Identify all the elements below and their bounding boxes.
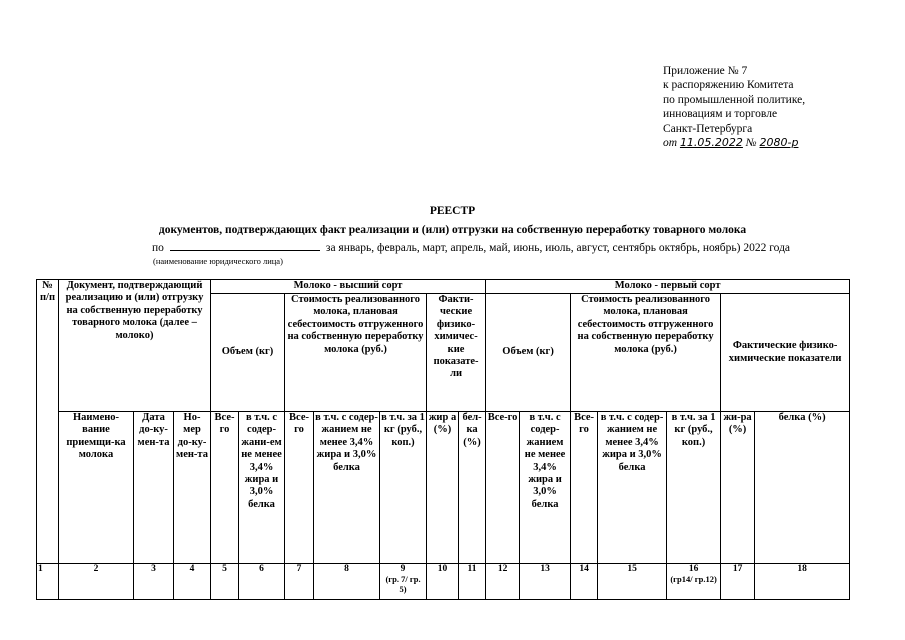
column-number: 7 xyxy=(285,564,314,600)
annex-block xyxy=(663,64,863,150)
header-document: Документ, подтверждающий реализацию и (или) отгрузку на собственную переработку товарного молока (далее – молоко) xyxy=(59,280,211,412)
subheader-fat-first: жи-ра (%) xyxy=(721,412,755,564)
header-cost-top: Стоимость реализованного молока, плановая себестоимость отгруженного на собственную переработку молока (руб.) xyxy=(285,294,427,412)
subheader-per-kg: в т.ч. за 1 кг (руб., коп.) xyxy=(380,412,427,564)
subheader-total: Все-го xyxy=(285,412,314,564)
column-number: 2 xyxy=(59,564,134,600)
header-volume-first: Объем (кг) xyxy=(486,294,571,412)
header-cost-first: Стоимость реализованного молока, плановая себестоимость отгруженного на собственную переработку молока (руб.) xyxy=(571,294,721,412)
annex-line: Санкт-Петербурга xyxy=(663,122,753,135)
period-prefix: по xyxy=(152,242,164,254)
header-first-grade: Молоко - первый сорт xyxy=(486,280,850,294)
subheader-receiver-name: Наимено-вание приемщи-ка молока xyxy=(59,412,134,564)
column-note-9: (гр. 7/ гр. 5) xyxy=(385,574,421,594)
subheader-protein-first: белка (%) xyxy=(755,412,850,564)
column-note-16: (гр14/ гр.12) xyxy=(670,574,717,584)
header-physchem-first: Фактические физико-химические показатели xyxy=(721,294,850,412)
annex-line: по промышленной политике, xyxy=(663,93,806,106)
register-title: РЕЕСТР xyxy=(429,205,476,217)
subheader-protein-top: бел-ка (%) xyxy=(459,412,486,564)
subheader-total: Все-го xyxy=(486,412,520,564)
column-number: 9 xyxy=(400,564,406,574)
date-prefix: от xyxy=(663,137,678,150)
subheader-incl-first-volume: в т.ч. с содер-жанием не менее 3,4% жира и 3,0% белка xyxy=(520,412,571,564)
column-number: 12 xyxy=(486,564,520,600)
legal-entity-note: (наименование юридического лица) xyxy=(153,256,283,266)
date-value: 11.05.2022 xyxy=(679,136,743,150)
column-number: 15 xyxy=(598,564,667,600)
column-number: 18 xyxy=(755,564,850,600)
subheader-incl-top-cost: в т.ч. с содер-жанием не менее 3,4% жира и 3,0% белка xyxy=(314,412,380,564)
header-top-grade: Молоко - высший сорт xyxy=(211,280,486,294)
subheader-incl-top-volume: в т.ч. с содер-жани-ем не менее 3,4% жира и 3,0% белка xyxy=(239,412,285,564)
column-number-16 xyxy=(667,564,721,600)
annex-line: к распоряжению Комитета xyxy=(663,79,794,92)
column-number: 8 xyxy=(314,564,380,600)
column-number: 13 xyxy=(520,564,571,600)
column-number: 10 xyxy=(427,564,459,600)
annex-line: Приложение № 7 xyxy=(663,65,748,77)
subheader-doc-number: Но-мер до-ку-мен-та xyxy=(174,412,211,564)
column-number: 4 xyxy=(174,564,211,600)
number-prefix: № xyxy=(745,137,757,150)
period-line xyxy=(152,240,790,254)
column-number: 6 xyxy=(239,564,285,600)
header-physchem-top: Факти-ческие физико-химичес-кие показате-ли xyxy=(427,294,486,412)
subheader-fat-top: жир а (%) xyxy=(427,412,459,564)
column-number: 11 xyxy=(459,564,486,600)
column-number: 17 xyxy=(721,564,755,600)
annex-line: инновациям и торговле xyxy=(663,108,778,121)
subheader-per-kg: в т.ч. за 1 кг (руб., коп.) xyxy=(667,412,721,564)
register-table xyxy=(36,279,850,600)
header-volume-top: Объем (кг) xyxy=(211,294,285,412)
subheader-doc-date: Дата до-ку-мен-та xyxy=(134,412,174,564)
number-value: 2080-р xyxy=(759,136,799,150)
annex-date-line xyxy=(663,136,863,150)
subheader-total: Все-го xyxy=(211,412,239,564)
subheader-total: Все-го xyxy=(571,412,598,564)
column-number: 16 xyxy=(688,564,699,574)
column-number: 1 xyxy=(37,564,59,600)
column-number: 5 xyxy=(211,564,239,600)
column-number: 3 xyxy=(134,564,174,600)
column-number: 14 xyxy=(571,564,598,600)
header-number: № п/п xyxy=(37,280,59,564)
register-subtitle: документов, подтверждающих факт реализации и (или) отгрузки на собственную переработку товарного молока xyxy=(158,224,747,236)
column-number-9 xyxy=(380,564,427,600)
subheader-incl-first-cost: в т.ч. с содер-жанием не менее 3,4% жира и 3,0% белка xyxy=(598,412,667,564)
period-suffix: за январь, февраль, март, апрель, май, июнь, июль, август, сентябрь октябрь, ноябрь) 2022 года xyxy=(325,242,791,254)
legal-entity-blank xyxy=(170,240,320,251)
